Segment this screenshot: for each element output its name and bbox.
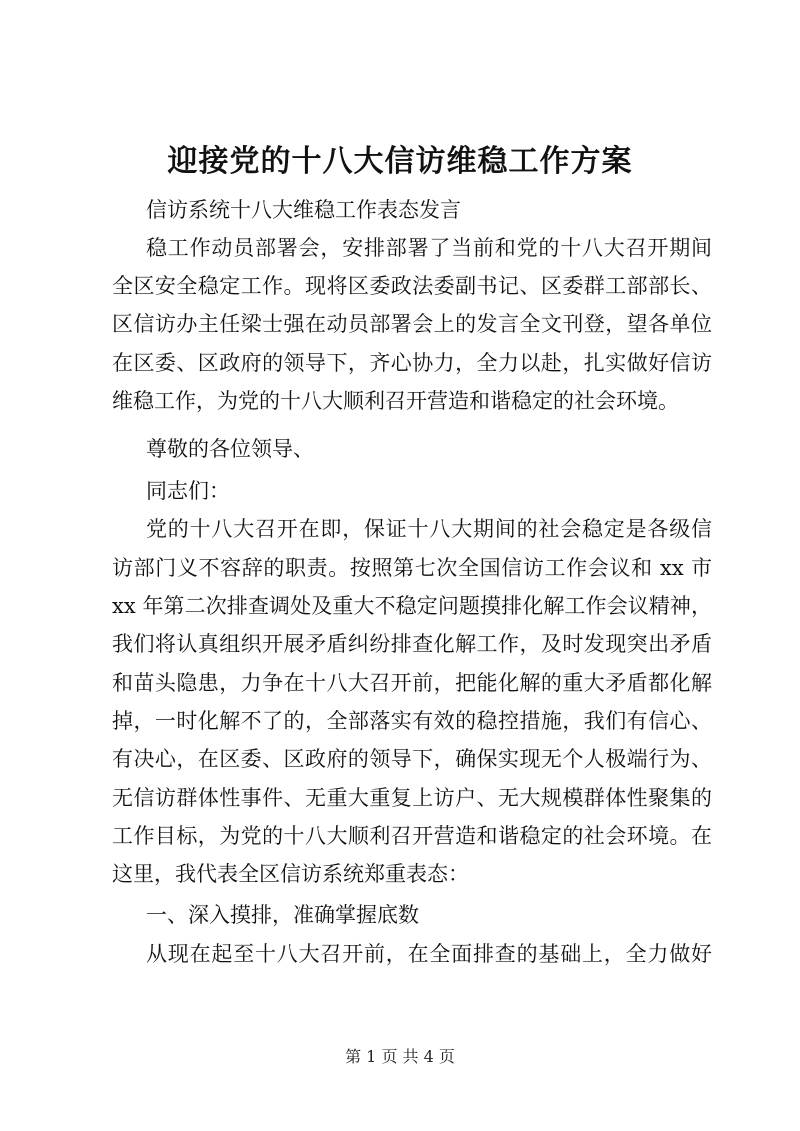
paragraph-line: 全区安全稳定工作。现将区委政法委副书记、区委群工部部长、 [112,274,712,298]
paragraph-line: 访部门义不容辞的职责。按照第七次全国信访工作会议和 xx 市 [112,556,712,580]
paragraph-line: 掉，一时化解不了的，全部落实有效的稳控措施，我们有信心、 [112,709,712,733]
paragraph-line: 我们将认真组织开展矛盾纠纷排查化解工作，及时发现突出矛盾 [112,632,712,656]
paragraph-line: 区信访办主任梁士强在动员部署会上的发言全文刊登，望各单位 [112,312,712,336]
paragraph-line: 在区委、区政府的领导下，齐心协力，全力以赴，扎实做好信访 [112,351,712,375]
paragraph-line: 同志们： [146,479,230,503]
paragraph-line: xx 年第二次排查调处及重大不稳定问题摸排化解工作会议精神， [112,594,712,618]
section-heading: 一、深入摸排，准确掌握底数 [146,903,419,927]
paragraph-line: 信访系统十八大维稳工作表态发言 [146,198,461,222]
paragraph-line: 维稳工作，为党的十八大顺利召开营造和谐稳定的社会环境。 [112,389,679,413]
document-title: 迎接党的十八大信访维稳工作方案 [167,144,633,179]
paragraph-line: 从现在起至十八大召开前，在全面排查的基础上，全力做好 [146,942,712,966]
paragraph-line: 和苗头隐患，力争在十八大召开前，把能化解的重大矛盾都化解 [112,671,712,695]
paragraph-line: 无信访群体性事件、无重大重复上访户、无大规模群体性聚集的 [112,786,712,810]
paragraph-line: 党的十八大召开在即，保证十八大期间的社会稳定是各级信 [146,517,712,541]
paragraph-line: 稳工作动员部署会，安排部署了当前和党的十八大召开期间 [146,236,712,260]
paragraph-line: 工作目标，为党的十八大顺利召开营造和谐稳定的社会环境。在 [112,824,712,848]
page-number: 第 1 页 共 4 页 [345,1047,455,1066]
paragraph-line: 尊敬的各位领导、 [146,437,314,461]
paragraph-line: 这里，我代表全区信访系统郑重表态： [112,862,469,886]
paragraph-line: 有决心，在区委、区政府的领导下，确保实现无个人极端行为、 [112,747,712,771]
